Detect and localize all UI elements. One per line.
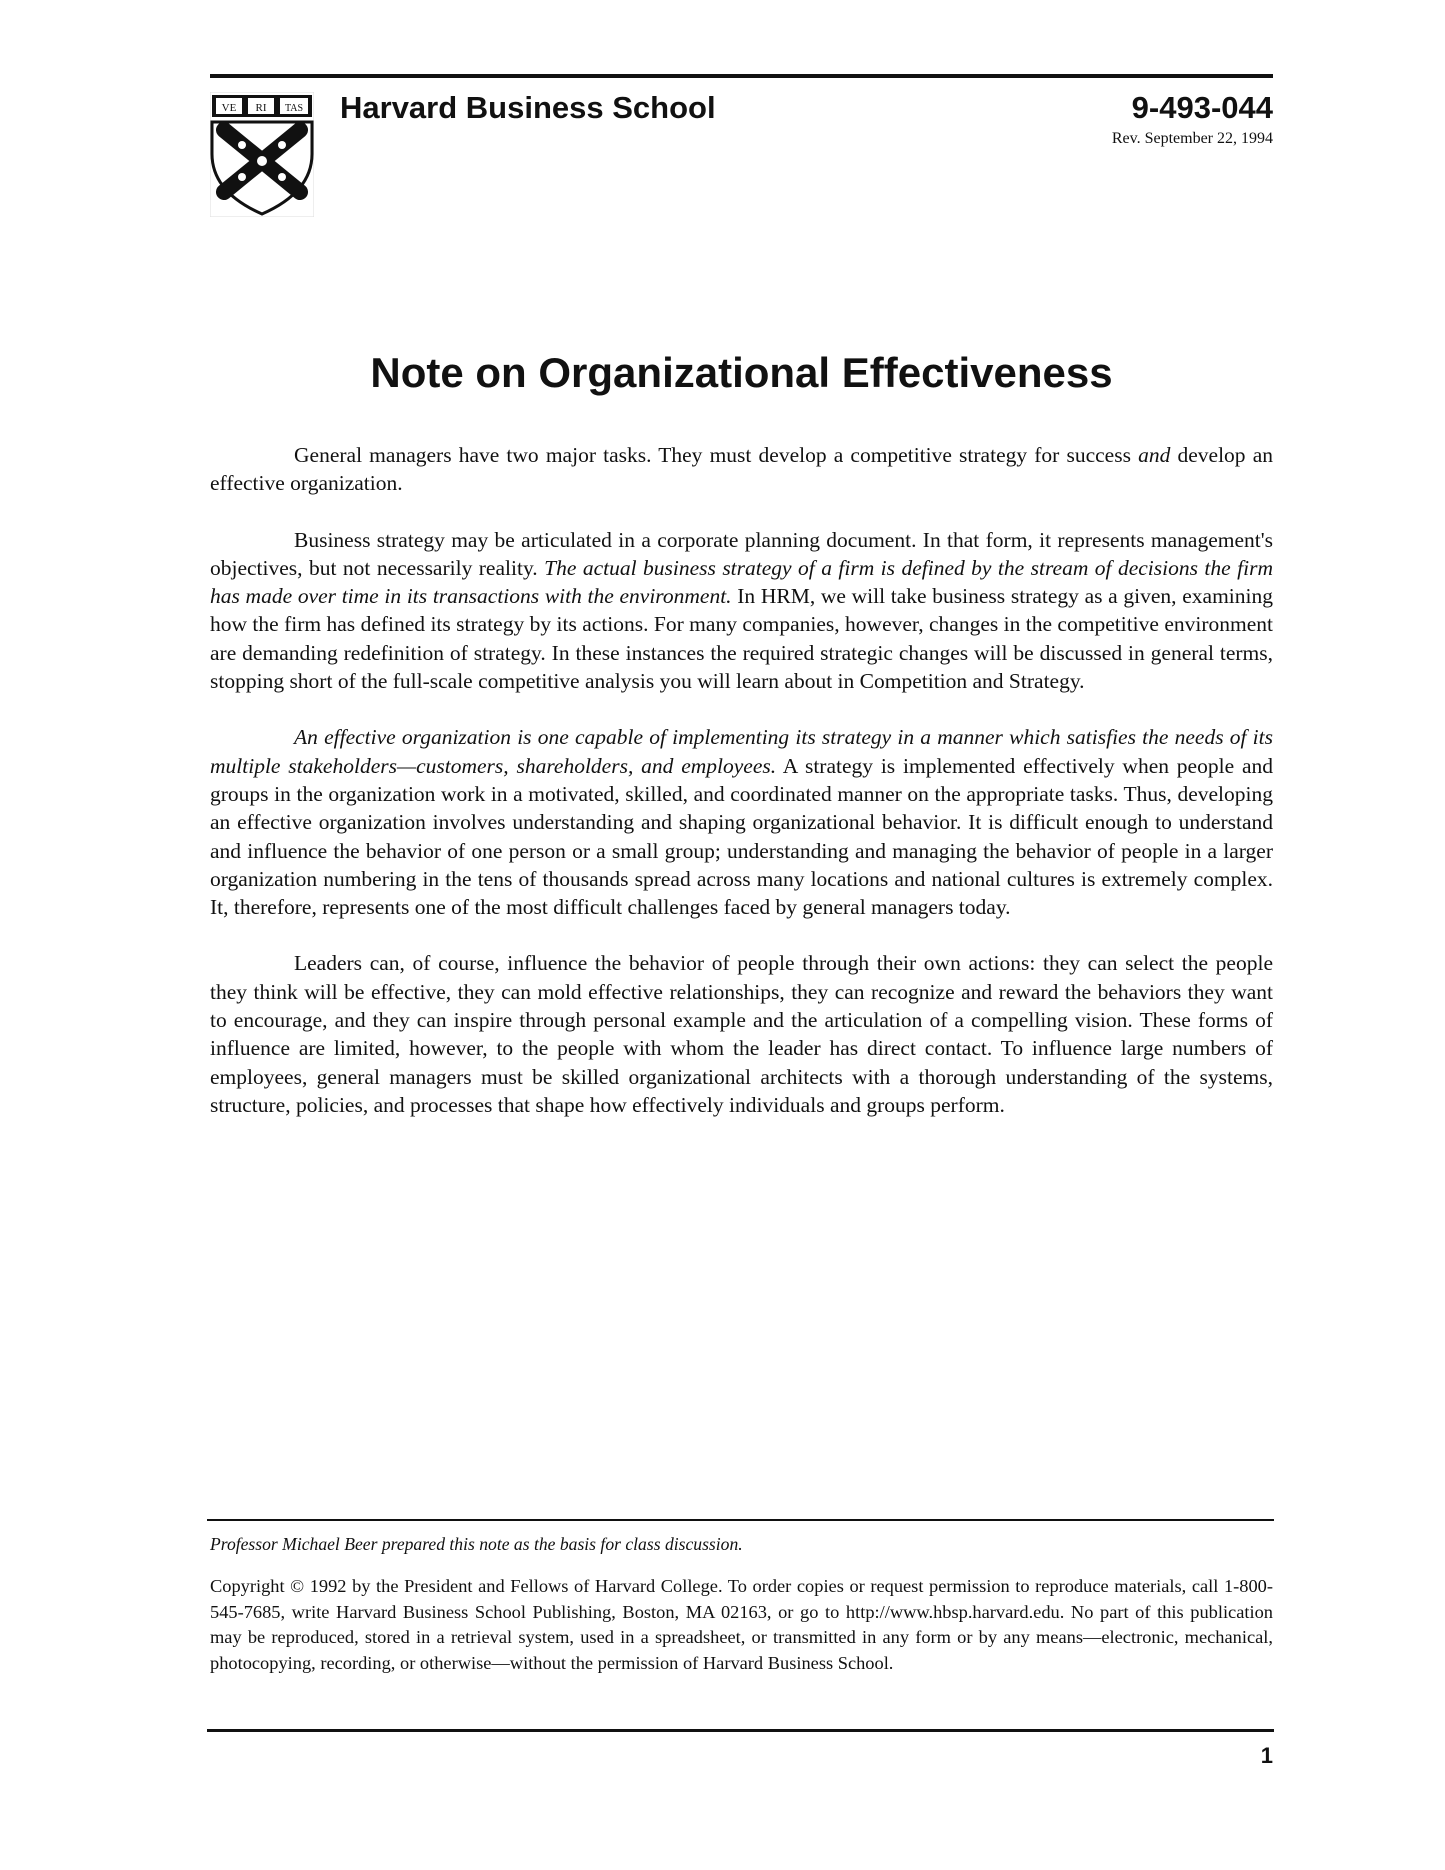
- school-name: Harvard Business School: [340, 90, 716, 125]
- paragraph-3-emphasis: An effective organization is one capable of implementing its strategy in a manner which satisfies the needs of its multiple stakeholders—customers, shareholders, and employees.: [210, 725, 1273, 778]
- logo-text-ri: RI: [255, 102, 267, 114]
- logo-text-tas: TAS: [284, 103, 304, 114]
- paragraph-2-emphasis: The actual business strategy of a firm is defined by the stream of decisions the firm has made over time in its transactions with the environment.: [210, 555, 1273, 609]
- paragraph-1-part-c: develop an effective organization.: [210, 443, 1273, 496]
- paragraph-2-part-a: Business strategy may be articulated in a corporate planning document. In that form, it represents management's objectives, but not necessarily reality.: [210, 527, 1273, 580]
- hbs-shield-logo: [210, 92, 314, 217]
- revision-date: Rev. September 22, 1994: [1111, 130, 1273, 147]
- document-title: Note on Organizational Effectiveness: [370, 349, 1113, 396]
- paragraph-2: [210, 526, 1273, 696]
- page-number: 1: [1260, 1743, 1273, 1768]
- paragraph-2-part-c: In HRM, we will take business strategy as a given, examining how the firm has defined its strategy by its actions. For many companies, however, changes in the competitive environment are demanding redefinition of strategy. In these instances the required strategic changes will be discussed in general terms, stopping short of the full-scale competitive analysis you will learn about in Competition and Strategy.: [210, 584, 1274, 694]
- footer-rule-bottom: [207, 1729, 1274, 1732]
- footer-rule-top: [207, 1519, 1274, 1521]
- paragraph-1-part-a: General managers have two major tasks. They must develop a competitive strategy for success: [294, 443, 1139, 467]
- header-rule: [210, 74, 1273, 78]
- paragraph-1: [210, 441, 1273, 498]
- paragraph-1-emphasis: and: [1138, 443, 1171, 467]
- case-number: 9-493-044: [1131, 90, 1273, 125]
- copyright-notice: Copyright © 1992 by the President and Fellows of Harvard College. To order copies or request permission to reproduce materials, call 1-800-545-7685, write Harvard Business School Publishing, Boston, MA 02163, or go to http://www.hbsp.harvard.edu. No part of this publication may be reproduced, stored in a retrieval system, used in a spreadsheet, or transmitted in any form or by any means—electronic, mechanical, photocopying, recording, or otherwise—without the permission of Harvard Business School.: [210, 1576, 1273, 1673]
- body-text: [210, 441, 1273, 1147]
- paragraph-4: Leaders can, of course, influence the behavior of people through their own actions: they can select the people they think will be effective, they can mold effective relationships, they can recognize and reward the behaviors they want to encourage, and they can inspire through personal example and the articulation of a compelling vision. These forms of influence are limited, however, to the people with whom the leader has direct contact. To influence large numbers of employees, general managers must be skilled organizational architects with a thorough understanding of the systems, structure, policies, and processes that shape how effectively individuals and groups perform.: [210, 951, 1273, 1117]
- logo-text-ve: VE: [221, 102, 237, 114]
- paragraph-3-part-b: A strategy is implemented effectively when people and groups in the organization work in a motivated, skilled, and coordinated manner on the appropriate tasks. Thus, developing an effective organization involves understanding and shaping organizational behavior. It is difficult enough to understand and influence the behavior of one person or a small group; understanding and managing the behavior of people in a larger organization numbering in the tens of thousands spread across many locations and national cultures is extremely complex. It, therefore, represents one of the most difficult challenges faced by general managers today.: [210, 753, 1273, 920]
- paragraph-3: [210, 723, 1273, 921]
- author-note: Professor Michael Beer prepared this note as the basis for class discussion.: [210, 1534, 743, 1554]
